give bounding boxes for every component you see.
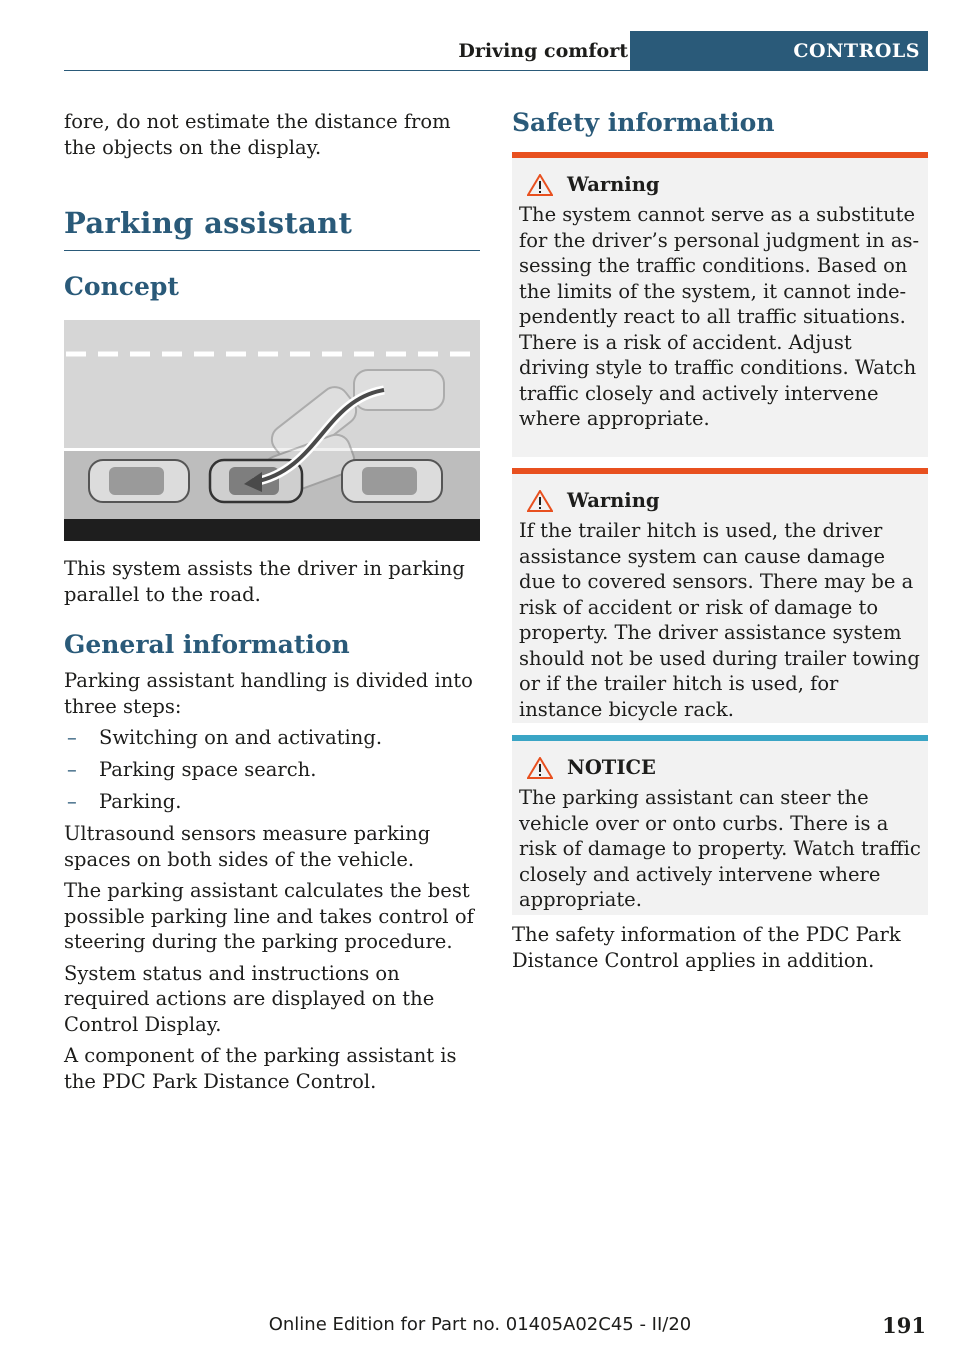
notice-title xyxy=(519,755,921,781)
steps-list xyxy=(64,725,480,815)
notice-title-text: NOTICE xyxy=(567,756,656,779)
parked-car-left xyxy=(89,460,189,502)
paragraph-status: System status and instructions on required actions are displayed on the Control Display. xyxy=(64,961,435,1036)
warning-triangle-icon xyxy=(527,174,553,196)
paragraph-sensors: Ultrasound sensors measure parking spaces on both sides of the vehicle. xyxy=(64,822,431,871)
concept-heading: Concept xyxy=(64,272,179,301)
warning-triangle-icon xyxy=(527,757,553,779)
list-item-text: Parking. xyxy=(99,790,182,813)
warning-title-text: Warning xyxy=(567,173,660,196)
list-item xyxy=(64,757,480,783)
notice-box xyxy=(512,735,928,915)
general-body xyxy=(64,668,480,1100)
page-number: 191 xyxy=(882,1313,926,1338)
header-rule xyxy=(64,70,630,71)
paragraph-component: A component of the parking assistant is the PDC Park Distance Control. xyxy=(64,1044,457,1093)
warning-box xyxy=(512,152,928,457)
concept-text: This system assists the driver in parking parallel to the road. xyxy=(64,557,465,606)
running-header-tab: CONTROLS xyxy=(630,31,928,71)
parked-car-right xyxy=(342,460,442,502)
list-dash: – xyxy=(67,758,77,781)
warning-text: The system cannot serve as a substitute for the driver’s personal judgment in assessing the traffic conditions. Based on the limits of the system, it cannot independently react to all traffic situations. There is a risk of accident. Adjust driving style to traffic conditions. Watch traffic closely and actively intervene where appropriate. xyxy=(519,203,920,430)
warning-title xyxy=(519,172,921,198)
list-item xyxy=(64,789,480,815)
list-dash: – xyxy=(67,790,77,813)
warning-triangle-icon xyxy=(527,490,553,512)
closing-text: The safety information of the PDC Park Distance Control applies in addition. xyxy=(512,923,901,972)
section-heading: Parking assistant xyxy=(64,206,353,240)
parking-diagram xyxy=(64,320,480,541)
list-dash: – xyxy=(67,726,77,749)
list-item-text: Parking space search. xyxy=(99,758,317,781)
warning-title xyxy=(519,488,921,514)
list-item xyxy=(64,725,480,751)
section-heading-rule xyxy=(64,250,480,251)
running-header-section: Driving comfort xyxy=(458,40,628,62)
general-heading: General information xyxy=(64,630,350,659)
section-heading-block xyxy=(64,206,480,251)
footer-edition: Online Edition for Part no. 01405A02C45 - II/20 xyxy=(268,1314,692,1335)
warning-box xyxy=(512,468,928,723)
intro-text: fore, do not estimate the distance from the objects on the display. xyxy=(64,110,451,159)
warning-title-text: Warning xyxy=(567,489,660,512)
list-item-text: Switching on and activating. xyxy=(99,726,383,749)
paragraph-calculation: The parking assistant calculates the best possible parking line and takes control of steering during the parking procedure. xyxy=(64,879,474,953)
safety-heading: Safety information xyxy=(512,108,775,137)
general-text: Parking assistant handling is divided into three steps: xyxy=(64,669,473,718)
warning-text: If the trailer hitch is used, the driver assistance system can cause damage due to covered sensors. There may be a risk of accident or risk of damage to property. The driver assistance system should not be used during trailer towing or if the trailer hitch is used, for instance bicycle rack. xyxy=(519,519,920,721)
notice-text: The parking assistant can steer the vehicle over or onto curbs. There is a risk of damage to property. Watch traffic closely and actively intervene where appropriate. xyxy=(519,786,921,911)
